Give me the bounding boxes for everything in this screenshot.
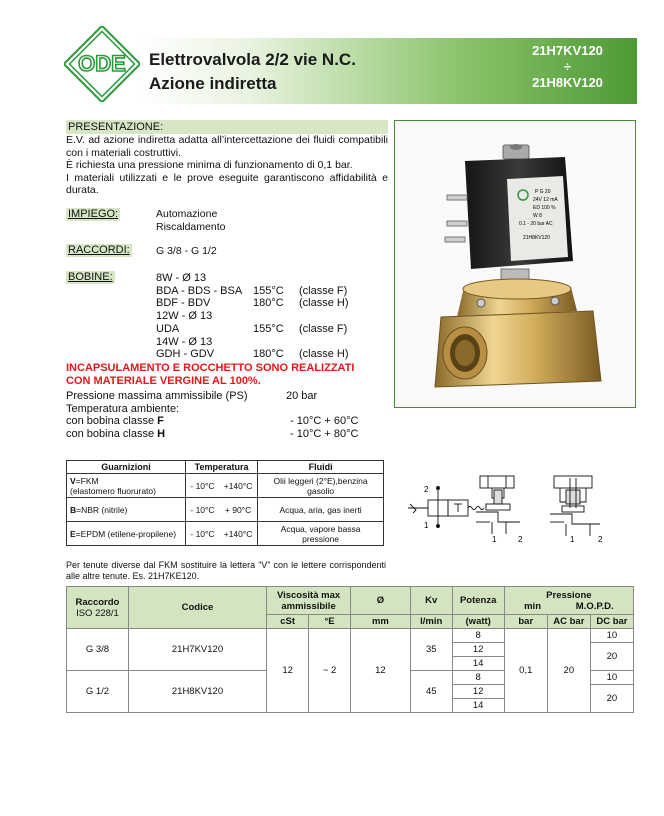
presentazione-heading: PRESENTAZIONE: [66, 120, 388, 134]
presentazione-text-1: E.V. ad azione indiretta adatta all’intercettazione dei fluidi compatibili con i materiali costruttivi. [66, 134, 388, 159]
photo-label-5: 0.1 - 20 bar AC [519, 221, 553, 227]
coilH-value: - 10°C + 80°C [290, 427, 359, 440]
pressure-label: Pressione massima ammissibile (PS) [66, 390, 248, 402]
unit-bar: bar [504, 615, 547, 629]
photo-label-2: 24V 12 mA [533, 197, 558, 203]
unit-ac: AC bar [547, 615, 590, 629]
symbol-port-1: 1 [424, 521, 429, 530]
gaskets-header-guarnizioni: Guarnizioni [67, 461, 186, 474]
logo-letters: ODE [78, 51, 126, 76]
specs-table [66, 586, 634, 713]
code-to: 21H8KV120 [532, 75, 603, 90]
col-codice: Codice [128, 587, 266, 629]
photo-label-6: 21H8KV120 [523, 235, 550, 241]
gaskets-table [66, 460, 384, 546]
impiego-heading: IMPIEGO: [68, 208, 119, 220]
unit-lmin: l/min [410, 615, 452, 629]
gasket-note: Per tenute diverse dal FKM sostituire la lettera “V” con le lettere corrispondenti alle altre tenute. Es. 21H7KE120. [66, 560, 386, 581]
bobine-row: 12W - Ø 13 [156, 310, 213, 323]
photo-label-3: ED 100 % [533, 205, 556, 211]
col-potenza: Potenza [452, 587, 504, 615]
bobine-row: BDF - BDV 180°C (classe H) [156, 297, 349, 310]
section-a-port-1: 1 [492, 535, 497, 544]
raccordi-section [66, 244, 132, 257]
table-row: 14 [67, 699, 634, 713]
bobine-row: UDA 155°C (classe F) [156, 322, 348, 335]
bobine-list [156, 272, 349, 361]
pressure-value: 20 bar [286, 390, 318, 402]
table-row: 12 20 [67, 685, 634, 699]
photo-label-1: P G 20 [535, 189, 551, 195]
valve-section-icon [476, 476, 520, 534]
raccordi-heading: RACCORDI: [68, 244, 130, 256]
bobine-row: BDA - BDS - BSA 155°C (classe F) [156, 284, 348, 297]
photo-label-4: W 8 [533, 213, 542, 219]
unit-dc: DC bar [590, 615, 633, 629]
symbol-port-2: 2 [424, 485, 429, 494]
notice-line-1: INCAPSULAMENTO E ROCCHETTO SONO REALIZZATI [66, 362, 355, 374]
impiego-section [66, 208, 120, 221]
gaskets-header-temperatura: Temperatura [186, 461, 258, 474]
model-range [505, 43, 630, 91]
gaskets-header-fluidi: Fluidi [258, 461, 384, 474]
section-a-port-2: 2 [518, 535, 523, 544]
title-line-2: Azione indiretta [149, 74, 277, 93]
bobine-row: GDH - GDV 180°C (classe H) [156, 348, 349, 361]
table-row: B=NBR (nitrile) - 10°C + 90°C Acqua, aria, gas inerti [67, 498, 384, 522]
valve-section-detail-icon [550, 476, 600, 536]
table-row: G 3/8 21H7KV120 12 ~ 2 12 35 8 0,1 20 10 [67, 629, 634, 643]
table-row: 14 [67, 657, 634, 671]
coilF-label: con bobina classe [66, 415, 158, 427]
presentazione-section [66, 120, 388, 197]
ode-logo [64, 26, 140, 102]
impiego-line-2: Riscaldamento [156, 220, 226, 233]
unit-mm: mm [351, 615, 411, 629]
table-row: V=FKM (elastomero fluorurato) - 10°C +140°C Olii leggeri (2°E),benzina gasolio [67, 474, 384, 498]
table-row: 12 20 [67, 643, 634, 657]
table-row: G 1/2 21H8KV120 45 8 10 [67, 671, 634, 685]
unit-watt: (watt) [452, 615, 504, 629]
col-pressione: Pressione min M.O.P.D. [504, 587, 633, 615]
presentazione-text-2: È richiesta una pressione minima di funzionamento di 0,1 bar. [66, 159, 353, 171]
valve-symbols [394, 470, 634, 550]
table-row: E=EPDM (etilene-propilene) - 10°C +140°C Acqua, vapore bassa pressione [67, 522, 384, 546]
col-raccordo: Raccordo ISO 228/1 [67, 587, 129, 629]
col-diametro: Ø [351, 587, 411, 615]
impiego-values [156, 208, 225, 233]
coilH-class: H [157, 427, 166, 440]
impiego-line-1: Automazione [156, 208, 218, 220]
specs-block [66, 390, 396, 440]
unit-cst: cSt [267, 615, 309, 629]
section-b-port-2: 2 [598, 535, 603, 544]
code-from: 21H7KV120 [532, 43, 603, 58]
code-separator: ÷ [563, 59, 572, 74]
section-b-port-1: 1 [570, 535, 575, 544]
temp-label: Temperatura ambiente: [66, 402, 180, 415]
presentazione-text-3: I materiali utilizzati e le prove eseguite garantiscono affidabilità e durata. [66, 171, 388, 196]
coilF-class: F [157, 415, 164, 427]
notice-line-2: CON MATERIALE VERGINE AL 100%. [66, 375, 261, 387]
raccordi-value: G 3/8 - G 1/2 [156, 245, 217, 257]
col-viscosita: Viscosità max ammissibile [267, 587, 351, 615]
product-photo [394, 120, 636, 408]
bobine-heading: BOBINE: [68, 271, 113, 283]
title-line-1: Elettrovalvola 2/2 vie N.C. [149, 50, 356, 69]
iso-symbol-icon [408, 487, 484, 528]
material-notice [66, 362, 354, 388]
bobine-section [66, 271, 115, 284]
unit-e: °E [309, 615, 351, 629]
coilH-label: con bobina classe [66, 427, 158, 440]
coilF-value: - 10°C + 60°C [290, 415, 359, 427]
col-kv: Kv [410, 587, 452, 615]
bobine-row: 14W - Ø 13 [156, 335, 213, 348]
page-title [149, 48, 356, 96]
bobine-row: 8W - Ø 13 [156, 272, 207, 284]
